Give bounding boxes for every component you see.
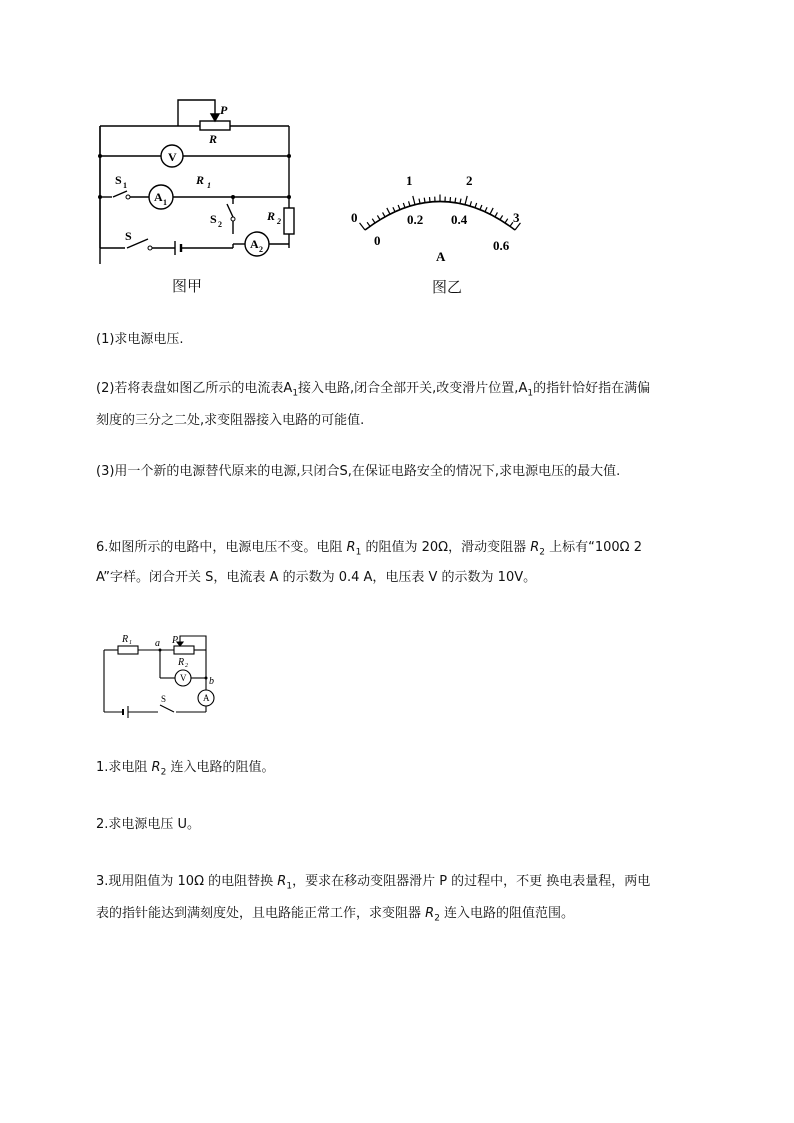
upper-tick-0: 0 — [351, 210, 358, 225]
label-A-b: A — [203, 693, 210, 703]
label-S2: S — [210, 212, 217, 226]
dial-tick — [460, 199, 461, 204]
svg-text:1: 1 — [207, 181, 211, 190]
dial-tick — [413, 196, 415, 205]
label-A1: A — [154, 190, 163, 204]
dial-tick — [393, 207, 395, 212]
upper-tick-3: 3 — [513, 210, 520, 225]
label-R2-b: R — [178, 657, 185, 668]
svg-text:1: 1 — [123, 181, 127, 190]
svg-text:2: 2 — [185, 663, 188, 669]
q5-part1: (1)求电源电压. — [96, 332, 184, 347]
q6-sub1: 1.求电阻 $R_2$ 连入电路的阻值。 — [96, 760, 275, 778]
dial-tick — [455, 198, 456, 203]
resistor-R2 — [284, 208, 294, 234]
dial-tick — [409, 201, 410, 206]
lower-tick-1: 0.2 — [407, 212, 424, 227]
dial-tick — [372, 219, 375, 223]
dial-tick — [470, 201, 471, 206]
dial-tick — [500, 215, 503, 219]
upper-tick-1: 1 — [406, 173, 413, 188]
dial-tick — [480, 205, 482, 210]
caption-fig-a: 图甲 — [172, 277, 203, 295]
label-S-b: S — [161, 694, 167, 704]
label-A2: A — [250, 237, 259, 251]
label-R1: R — [196, 173, 205, 187]
label-R1-b: R — [122, 634, 129, 645]
dial-tick — [387, 208, 390, 214]
rheostat-R2 — [174, 646, 194, 654]
label-S: S — [125, 229, 132, 243]
dial-tick — [505, 219, 508, 223]
label-R2: R — [267, 209, 276, 223]
svg-text:2: 2 — [277, 217, 281, 226]
svg-text:2: 2 — [218, 220, 222, 229]
q6-sub3-line1: 3.现用阻值为 10Ω 的电阻替换 $R_1$，要求在移动变阻器滑片 P 的过程中，不更 换电表量程，两电 — [96, 874, 651, 892]
label-a: a — [155, 638, 160, 649]
svg-text:1: 1 — [129, 640, 132, 646]
dial-tick — [450, 197, 451, 202]
q6-sub3-line2: 表的指针能达到满刻度处，且电路能正常工作，求变阻器 $R_2$ 连入电路的阻值范围。 — [96, 906, 575, 924]
svg-text:1: 1 — [163, 198, 167, 207]
dial-tick — [367, 222, 370, 226]
dial-tick — [383, 212, 385, 216]
label-S1: S — [115, 173, 122, 187]
label-V-b: V — [180, 673, 187, 683]
dial-tick — [490, 208, 493, 214]
q6-stem-line1: 6.如图所示的电路中，电源电压不变。电阻 $R_1$ 的阻值为 20Ω，滑动变阻器 $R_2$ 上标有“100Ω 2 — [96, 540, 643, 558]
dial-tick — [424, 198, 425, 203]
q5-part2-line1: (2)若将表盘如图乙所示的电流表$A_1$接入电路,闭合全部开关,改变滑片位置$,A_1$的指针恰好指在满偏 — [96, 381, 651, 399]
ammeter-dial — [345, 168, 535, 263]
lower-tick-3: 0.6 — [493, 238, 510, 253]
dial-tick — [495, 212, 497, 216]
label-R: R — [209, 132, 218, 146]
lower-tick-2: 0.4 — [451, 212, 468, 227]
label-P-b: P — [172, 635, 179, 646]
dial-tick — [465, 196, 467, 205]
caption-fig-b: 图乙 — [432, 278, 463, 296]
resistor-R1 — [118, 646, 138, 654]
dial-tick — [429, 197, 430, 202]
q6-stem-line2: A”字样。闭合开关 S，电流表 A 的示数为 0.4 A，电压表 V 的示数为 10V。 — [96, 570, 537, 585]
label-V: V — [168, 150, 177, 164]
dial-tick — [377, 215, 380, 219]
label-b: b — [209, 676, 214, 687]
label-P: P — [220, 103, 228, 117]
dial-tick — [403, 203, 405, 208]
dial-unit: A — [436, 249, 446, 263]
dial-tick — [360, 223, 365, 230]
dial-tick — [419, 199, 420, 204]
q6-sub2: 2.求电源电压 U。 — [96, 817, 201, 832]
q5-part3: (3)用一个新的电源替代原来的电源,只闭合S,在保证电路安全的情况下,求电源电压的最大值. — [96, 464, 621, 479]
svg-text:2: 2 — [259, 245, 263, 254]
dial-tick — [398, 205, 400, 210]
dial-tick — [475, 203, 477, 208]
circuit-diagram-a — [90, 92, 310, 264]
lower-tick-0: 0 — [374, 233, 381, 248]
upper-tick-2: 2 — [466, 173, 473, 188]
circuit-diagram-b — [98, 628, 228, 720]
dial-tick — [485, 207, 487, 212]
q5-part2-line2: 刻度的三分之二处,求变阻器接入电路的可能值. — [96, 413, 365, 428]
